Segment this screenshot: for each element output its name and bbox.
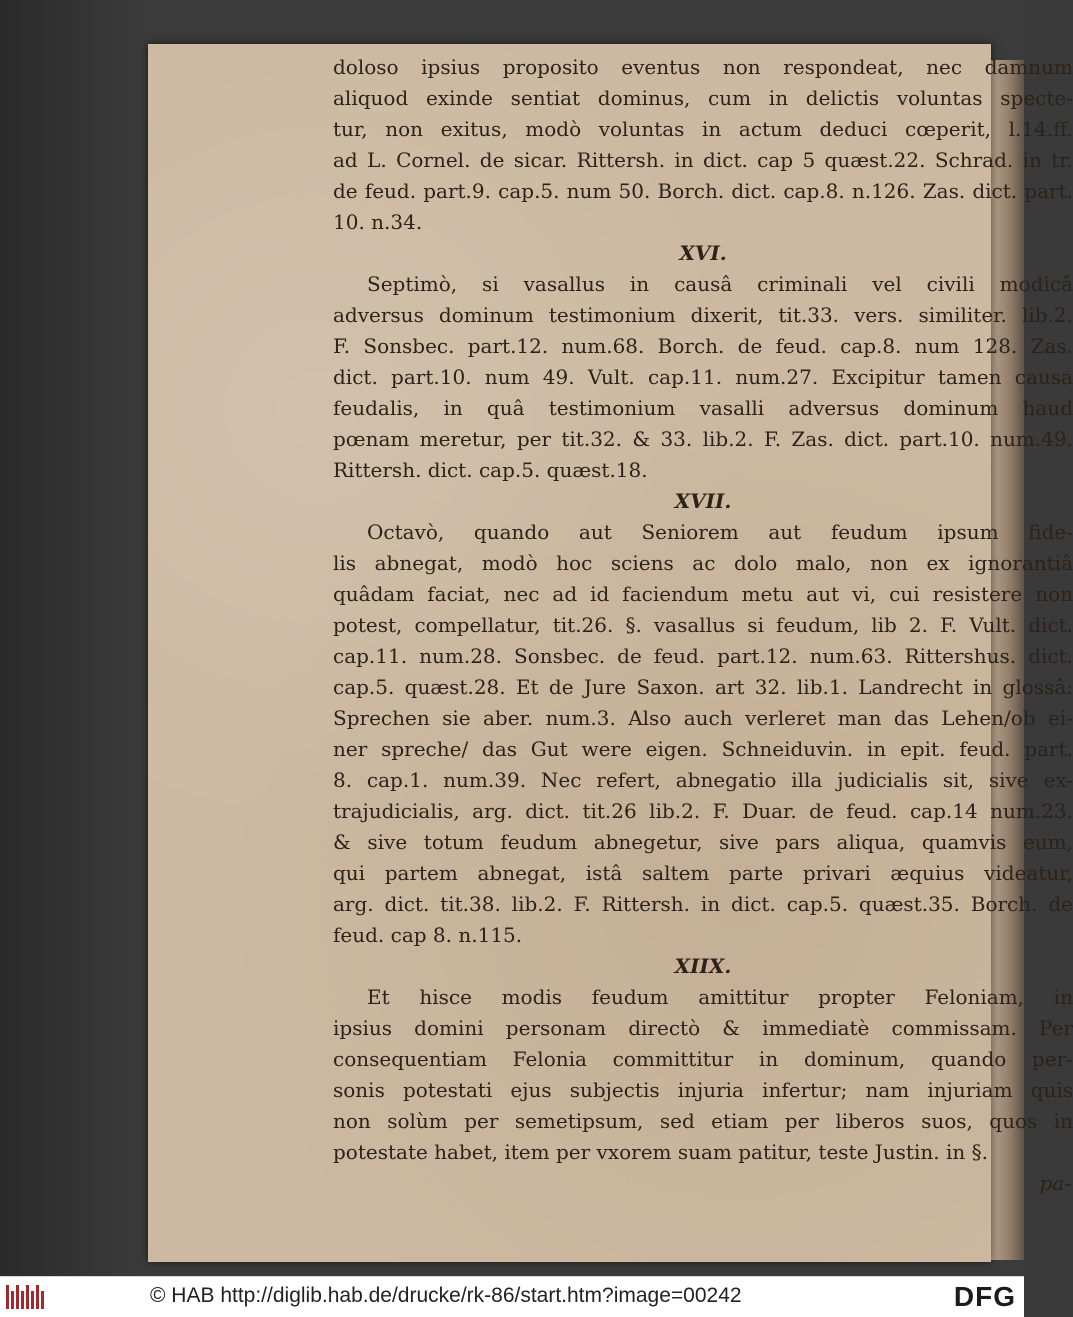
text-line: & sive totum feudum abnegetur, sive pars aliqua, quamvis eum, [333,830,1073,854]
text-line: quâdam faciat, nec ad id faciendum metu aut vi, cui resistere non [333,582,1073,606]
text-line: ner spreche/ das Gut were eigen. Schneiduvin. in epit. feud. part. [333,737,1073,761]
text-line: consequentiam Felonia committitur in dominum, quando per- [333,1047,1073,1071]
document-page [148,44,1073,1262]
text-line: F. Sonsbec. part.12. num.68. Borch. de feud. cap.8. num 128. Zas. [333,334,1073,358]
text-line: cap.11. num.28. Sonsbec. de feud. part.12. num.63. Rittershus. dict. [333,644,1073,668]
text-line: doloso ipsius proposito eventus non respondeat, nec damnum [333,55,1073,79]
text-line: trajudicialis, arg. dict. tit.26 lib.2. F. Duar. de feud. cap.14 num.23. [333,799,1073,823]
text-line: arg. dict. tit.38. lib.2. F. Rittersh. in dict. cap.5. quæst.35. Borch. de [333,892,1073,916]
text-line: adversus dominum testimonium dixerit, tit.33. vers. similiter. lib.2. [333,303,1073,327]
text-line: qui partem abnegat, istâ saltem parte privari æquius videatur, [333,861,1073,885]
text-line: feudalis, in quâ testimonium vasalli adversus dominum haud [333,396,1073,420]
text-line: ad L. Cornel. de sicar. Rittersh. in dict. cap 5 quæst.22. Schrad. in tr. [333,148,1073,172]
section-heading: XVI. [679,241,727,265]
text-line: aliquod exinde sentiat dominus, cum in delictis voluntas specte- [333,86,1073,110]
hab-logo-icon [6,1285,46,1309]
text-line: potest, compellatur, tit.26. §. vasallus si feudum, lib 2. F. Vult. dict. [333,613,1073,637]
text-line: Octavò, quando aut Seniorem aut feudum ipsum fide- [367,520,1073,544]
paragraph [333,517,1073,951]
text-line: pœnam meretur, per tit.32. & 33. lib.2. F. Zas. dict. part.10. num.49. [333,427,1073,451]
text-line: feud. cap 8. n.115. [333,923,523,947]
text-line: de feud. part.9. cap.5. num 50. Borch. dict. cap.8. n.126. Zas. dict. part. [333,179,1073,203]
text-line: Rittersh. dict. cap.5. quæst.18. [333,458,648,482]
text-line: 8. cap.1. num.39. Nec refert, abnegatio illa judicialis sit, sive ex- [333,768,1073,792]
text-line: ipsius domini personam directò & immediatè commissam. Per [333,1016,1073,1040]
page-text [333,52,1073,1199]
text-line: lis abnegat, modò hoc sciens ac dolo malo, non ex ignorantiâ [333,551,1073,575]
text-line: 10. n.34. [333,210,423,234]
catchword: pa- [1039,1171,1071,1195]
footer-copyright-link[interactable]: © HAB http://diglib.hab.de/drucke/rk-86/start.htm?image=00242 [150,1284,742,1307]
text-line: non solùm per semetipsum, sed etiam per liberos suos, quos in [333,1109,1073,1133]
paragraph [333,269,1073,486]
text-line: Septimò, si vasallus in causâ criminali vel civili modicâ [367,272,1073,296]
text-line: potestate habet, item per vxorem suam patitur, teste Justin. in §. [333,1140,988,1164]
paragraph [333,52,1073,238]
text-line: dict. part.10. num 49. Vult. cap.11. num.27. Excipitur tamen causa [333,365,1073,389]
text-line: tur, non exitus, modò voluntas in actum deduci cœperit, l.14.ff. [333,117,1073,141]
section-heading: XIIX. [674,954,732,978]
text-line: sonis potestati ejus subjectis injuria infertur; nam injuriam quis [333,1078,1073,1102]
paragraph [333,982,1073,1168]
text-line: cap.5. quæst.28. Et de Jure Saxon. art 32. lib.1. Landrecht in glossâ: [333,675,1073,699]
dfg-logo: DFG [953,1281,1016,1312]
text-line: Et hisce modis feudum amittitur propter Feloniam, in [367,985,1073,1009]
footer-bar [0,1276,1024,1317]
section-heading: XVII. [674,489,732,513]
text-line: Sprechen sie aber. num.3. Also auch verleret man das Lehen/ob ei- [333,706,1073,730]
